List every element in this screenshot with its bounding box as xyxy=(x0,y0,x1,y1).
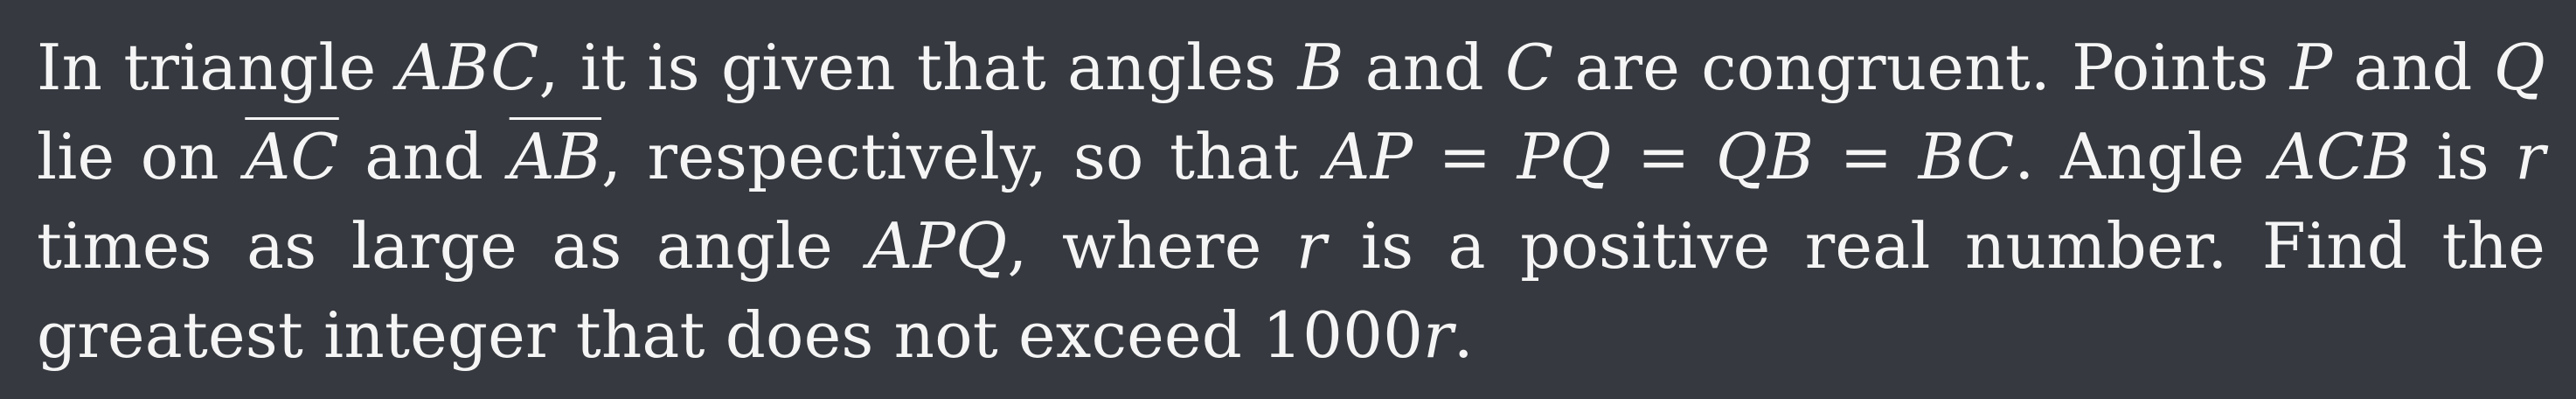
text-segment: times as large as angle xyxy=(37,209,868,283)
text-segment: are congruent. Points xyxy=(1553,31,2290,104)
text-segment: . Angle xyxy=(2014,120,2271,193)
math-variable-r: r xyxy=(2515,120,2545,193)
math-triangle-abc: ABC xyxy=(397,31,539,104)
text-segment: , where xyxy=(1007,209,1296,283)
text-segment: is a positive real number. Find the greatest integer that does not exceed 1000 xyxy=(37,209,2545,372)
text-segment: , it is given that angles xyxy=(538,31,1298,104)
math-segment-ab: $\overline{AB}$ xyxy=(509,120,601,193)
math-variable-r: r xyxy=(1295,209,1327,283)
text-segment: and xyxy=(338,120,510,193)
math-angle-acb: ACB xyxy=(2270,120,2412,193)
problem-text xyxy=(37,23,2545,380)
text-segment: lie on xyxy=(37,120,246,193)
math-angle-apq: APQ xyxy=(867,209,1008,283)
math-point-p: P xyxy=(2289,31,2333,104)
text-segment: , respectively, so that xyxy=(601,120,1325,193)
text-segment: . xyxy=(1453,298,1474,372)
math-variable-r: r xyxy=(1423,298,1454,372)
math-angle-c: C xyxy=(1504,31,1554,104)
text-segment: and xyxy=(1344,31,1505,104)
text-segment: In triangle xyxy=(37,31,398,104)
math-point-q: Q xyxy=(2493,31,2545,104)
text-segment: and xyxy=(2332,31,2494,104)
text-segment: is xyxy=(2411,120,2516,193)
math-segment-ac: $\overline{AC}$ xyxy=(245,120,339,193)
math-equal-lengths: AP = PQ = QB = BC xyxy=(1324,120,2015,193)
math-angle-b: B xyxy=(1297,31,1344,104)
